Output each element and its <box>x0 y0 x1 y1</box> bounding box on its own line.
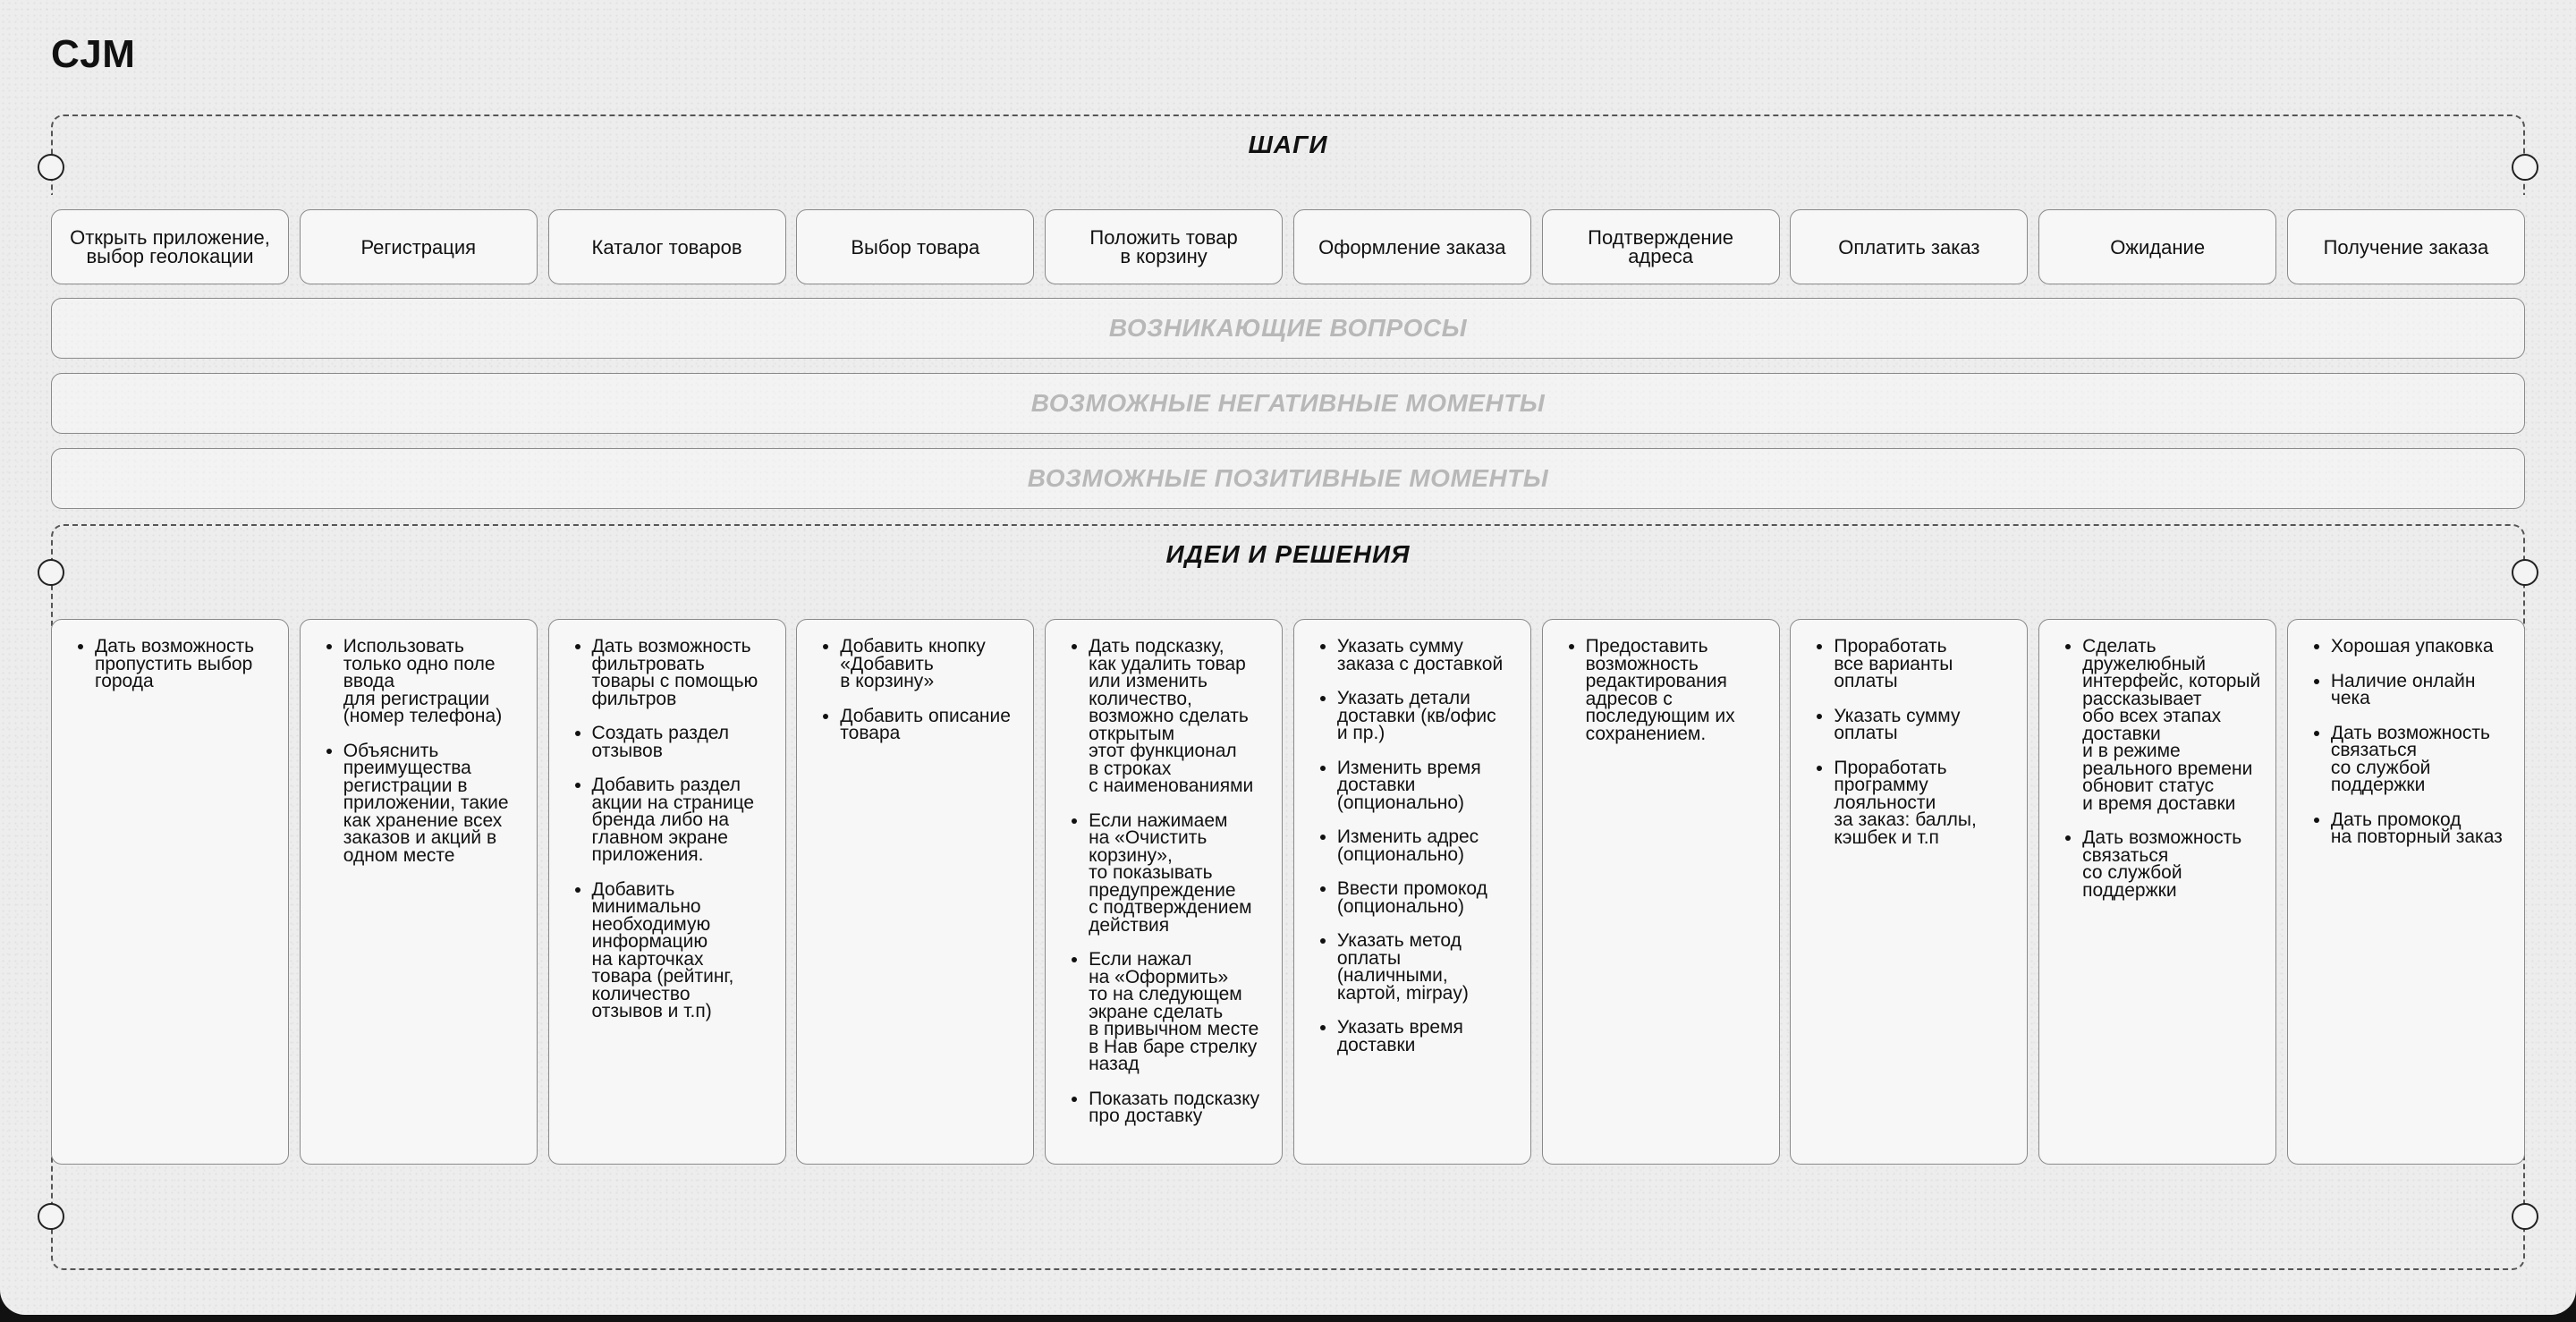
idea-item: • Создать раздел отзывов <box>592 725 780 759</box>
idea-item: • Предоставить возможность редактирования адресов с последующим их сохранением. <box>1586 638 1774 742</box>
idea-item: • Добавить описание товара <box>840 708 1028 742</box>
ideas-section-title: ИДЕИ И РЕШЕНИЯ <box>1165 540 1411 568</box>
idea-item: • Дать возможность связаться со службой поддержки <box>2331 725 2519 794</box>
idea-item: • Указать метод оплаты (наличными, картой, mirpay) <box>1337 932 1525 1002</box>
step-card[interactable]: Выбор товара <box>796 209 1034 284</box>
questions-band[interactable]: ВОЗНИКАЮЩИЕ ВОПРОСЫ <box>51 298 2525 359</box>
idea-item: • Указать сумму оплаты <box>1834 708 2021 742</box>
idea-item: • Указать сумму заказа с доставкой <box>1337 638 1525 673</box>
step-card[interactable]: Ожидание <box>2038 209 2276 284</box>
idea-item: • Объяснить преимущества регистрации в приложении, такие как хранение всех заказов и акций в одном месте <box>343 742 531 865</box>
frame-handle-left[interactable] <box>38 1203 64 1230</box>
idea-item: • Проработать программу лояльности за заказ: баллы, кэшбек и т.п <box>1834 759 2021 847</box>
idea-item: • Изменить адрес (опционально) <box>1337 828 1525 863</box>
idea-item: • Если нажимаем на «Очистить корзину», то показывать предупреждение с подтверждением действия <box>1089 812 1276 935</box>
idea-item: • Ввести промокод (опционально) <box>1337 880 1525 915</box>
idea-card[interactable] <box>300 619 538 1165</box>
step-card[interactable]: Оформление заказа <box>1293 209 1531 284</box>
idea-item: • Наличие онлайн чека <box>2331 673 2519 708</box>
step-card[interactable]: Оплатить заказ <box>1790 209 2028 284</box>
idea-item: • Использовать только одно поле ввода для регистрации (номер телефона) <box>343 638 531 725</box>
idea-item: • Дать возможность пропустить выбор города <box>95 638 283 691</box>
idea-item: • Если нажал на «Оформить» то на следующем экране сделать в привычном месте в Нав баре стрелку назад <box>1089 951 1276 1073</box>
step-card[interactable]: Регистрация <box>300 209 538 284</box>
idea-item: • Добавить кнопку «Добавить в корзину» <box>840 638 1028 691</box>
idea-item: • Хорошая упаковка <box>2331 638 2519 656</box>
negative-moments-band[interactable]: ВОЗМОЖНЫЕ НЕГАТИВНЫЕ МОМЕНТЫ <box>51 373 2525 434</box>
idea-list <box>57 638 283 691</box>
ideas-row <box>51 619 2525 1165</box>
idea-list <box>1051 638 1276 1125</box>
idea-list <box>802 638 1028 742</box>
idea-card[interactable] <box>1790 619 2028 1165</box>
idea-card[interactable] <box>2287 619 2525 1165</box>
idea-card[interactable] <box>548 619 786 1165</box>
step-card[interactable]: Положить товар в корзину <box>1045 209 1283 284</box>
page-title: CJM <box>51 32 136 76</box>
idea-item: • Дать подсказку, как удалить товар или изменить количество, возможно сделать открытым этот функционал в строках с наименованиями <box>1089 638 1276 795</box>
steps-row <box>51 209 2525 284</box>
step-card[interactable]: Получение заказа <box>2287 209 2525 284</box>
idea-card[interactable] <box>796 619 1034 1165</box>
positive-moments-band[interactable]: ВОЗМОЖНЫЕ ПОЗИТИВНЫЕ МОМЕНТЫ <box>51 448 2525 509</box>
idea-card[interactable] <box>1293 619 1531 1165</box>
idea-item: • Дать возможность фильтровать товары с помощью фильтров <box>592 638 780 708</box>
idea-item: • Проработать все варианты оплаты <box>1834 638 2021 691</box>
idea-list <box>1548 638 1774 742</box>
idea-item: • Указать детали доставки (кв/офис и пр.) <box>1337 690 1525 742</box>
idea-item: • Показать подсказку про доставку <box>1089 1090 1276 1125</box>
idea-item: • Дать промокод на повторный заказ <box>2331 811 2519 846</box>
idea-card[interactable] <box>2038 619 2276 1165</box>
idea-list <box>2045 638 2270 899</box>
idea-list <box>1796 638 2021 846</box>
idea-item: • Указать время доставки <box>1337 1019 1525 1054</box>
idea-item: • Дать возможность связаться со службой поддержки <box>2082 829 2270 899</box>
steps-section-title: ШАГИ <box>1248 131 1328 158</box>
idea-item: • Добавить минимально необходимую информацию на карточках товара (рейтинг, количество отзывов и т.п) <box>592 881 780 1021</box>
idea-item: • Добавить раздел акции на странице бренда либо на главном экране приложения. <box>592 776 780 864</box>
idea-item: • Сделать дружелюбный интерфейс, который рассказывает обо всех этапах доставки и в режиме реального времени обновит статус и время доставки <box>2082 638 2270 812</box>
idea-list <box>306 638 531 864</box>
idea-list <box>1300 638 1525 1054</box>
step-card[interactable]: Открыть приложение, выбор геолокации <box>51 209 289 284</box>
idea-card[interactable] <box>51 619 289 1165</box>
idea-card[interactable] <box>1542 619 1780 1165</box>
step-card[interactable]: Каталог товаров <box>548 209 786 284</box>
idea-item: • Изменить время доставки (опционально) <box>1337 759 1525 812</box>
step-card[interactable]: Подтверждение адреса <box>1542 209 1780 284</box>
frame-handle-right[interactable] <box>2512 1203 2538 1230</box>
idea-list <box>555 638 780 1021</box>
idea-list <box>2293 638 2519 846</box>
idea-card[interactable] <box>1045 619 1283 1165</box>
